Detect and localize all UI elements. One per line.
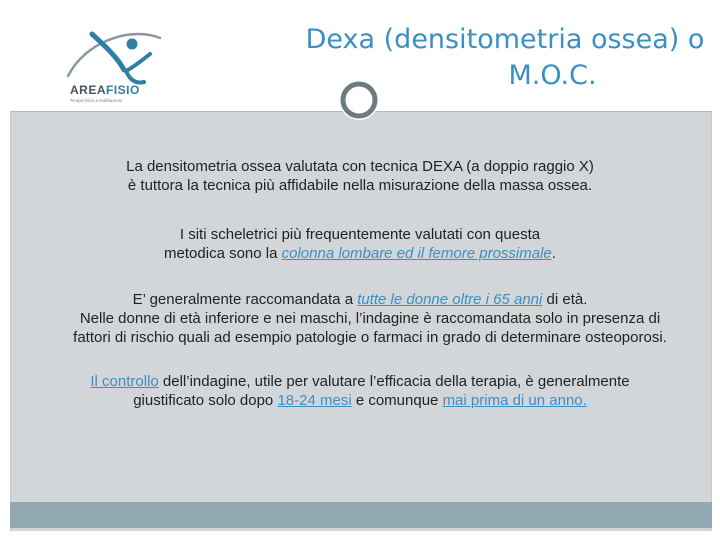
link-mai-prima-anno[interactable]: mai prima di un anno.	[442, 392, 587, 409]
title-line-1: Dexa (densitometria ossea) o	[305, 24, 705, 55]
paragraph-control-timing: giustificato solo dopo 18-24 mesi e comunque mai prima di un anno.	[133, 392, 587, 409]
areafisio-logo	[60, 24, 175, 106]
link-donne-65[interactable]: tutte le donne oltre i 65 anni	[357, 291, 543, 308]
paragraph-dexa: La densitometria ossea valutata con tecnica DEXA (a doppio raggio X) è tuttora la tecnica più affidabile nella misurazione della massa ossea.	[126, 158, 594, 194]
link-il-controllo[interactable]: Il controllo	[90, 373, 159, 390]
title-line-2: M.O.C.	[508, 60, 597, 91]
paragraph-control: Il controllo dell’indagine, utile per valutare l’efficacia della terapia, è generalmente	[90, 373, 630, 390]
paragraph-risk-factors: Nelle donne di età inferiore e nei maschi, l’indagine è raccomandata solo in presenza di fattori di rischio quali ad esempio patologie o farmaci in grado di determinare osteoporosi.	[73, 310, 667, 346]
paragraph-recommended: E’ generalmente raccomandata a tutte le donne oltre i 65 anni di età.	[132, 291, 588, 308]
link-colonna-femore[interactable]: colonna lombare ed il femore prossimale	[281, 245, 552, 262]
paragraph-sites: I siti scheletrici più frequentemente valutati con questa metodica sono la colonna lombare ed il femore prossimale.	[164, 226, 556, 262]
footer-bar	[10, 502, 712, 528]
link-18-24-mesi[interactable]: 18-24 mesi	[277, 392, 352, 409]
ring-icon	[337, 78, 381, 122]
svg-text:Terapia fisica e riabilitazion: Terapia fisica e riabilitazione	[70, 98, 123, 103]
svg-text:AREAFISIO: AREAFISIO	[70, 83, 140, 97]
